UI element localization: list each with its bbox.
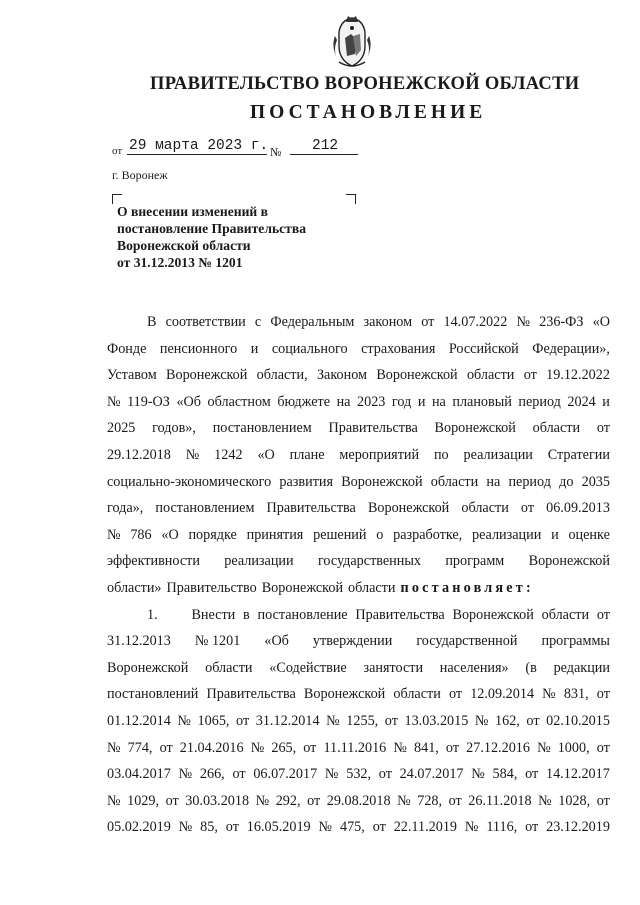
body-word: области: [205, 659, 253, 676]
body-word: от: [596, 420, 610, 437]
body-word: по: [433, 446, 449, 463]
body-word: от: [526, 712, 540, 729]
body-word: области: [466, 367, 515, 384]
body-word: 02.10.2015: [546, 712, 610, 729]
body-word: области: [430, 473, 479, 490]
body-word: 119-ОЗ: [127, 393, 170, 410]
body-word: от: [372, 819, 386, 836]
document-date: 29 марта 2023 г.: [129, 138, 269, 154]
body-word: «Об: [176, 393, 202, 410]
body-word: от: [445, 739, 460, 756]
body-word: 1065,: [197, 712, 230, 729]
body-word: 1242: [214, 446, 243, 463]
body-word: от: [596, 606, 610, 623]
body-word: В: [147, 314, 157, 330]
city: г. Воронеж: [112, 168, 168, 182]
body-word: и: [551, 526, 559, 543]
body-word: №: [538, 792, 552, 809]
body-word: Уставом: [107, 367, 157, 384]
body-line: [107, 602, 610, 629]
body-line: [107, 522, 610, 549]
body-word: период: [508, 473, 551, 490]
body-word: мероприятий: [339, 446, 420, 463]
coat-of-arms-icon: [327, 12, 377, 70]
body-word: плане: [289, 446, 325, 463]
body-line: [107, 442, 610, 469]
body-word: 2025: [107, 420, 136, 437]
body-word: 14.07.2022: [443, 314, 508, 330]
body-word: №: [537, 739, 551, 756]
body-word: от: [378, 766, 392, 783]
subject-line: от 31.12.2013 № 1201: [117, 255, 243, 270]
body-word: от: [236, 712, 250, 729]
body-word: №: [516, 314, 531, 330]
body-word: №: [107, 739, 121, 756]
body-line: [107, 708, 610, 735]
body-word: законом: [363, 314, 413, 330]
body-word: решений: [313, 526, 367, 543]
body-word: и: [417, 393, 426, 410]
body-word: пенсионного: [159, 340, 238, 357]
body-word: Правительства: [355, 606, 445, 623]
body-word: 29.08.2018: [326, 792, 391, 809]
subject-line: Воронежской области: [117, 238, 251, 253]
body-word: принятия: [246, 526, 304, 543]
body-line: [107, 681, 610, 708]
body-line: [107, 735, 610, 762]
body-word: области: [541, 606, 590, 623]
body-word: 1029,: [127, 792, 160, 809]
body-word: №: [107, 393, 121, 410]
body-word: бюджете: [277, 393, 331, 410]
body-word: 266,: [199, 766, 225, 783]
body-word: от: [159, 739, 173, 756]
body-word: в: [243, 606, 250, 623]
body-word: Правительства: [266, 500, 356, 517]
body-word: области: [461, 500, 509, 517]
body-word: населения»: [439, 659, 509, 676]
date-underline: [127, 154, 267, 155]
body-word: от: [448, 686, 463, 703]
body-word: Федеральным: [270, 314, 355, 330]
body-word: на: [336, 393, 351, 410]
body-word: программ: [445, 553, 505, 570]
body-word: области: [532, 420, 581, 437]
body-word: 11.11.2016: [323, 739, 387, 756]
body-word: 1000,: [557, 739, 590, 756]
body-line: [107, 389, 610, 416]
body-word: №: [474, 712, 489, 729]
body-word: 85,: [200, 819, 218, 836]
body-word: 01.12.2014: [107, 712, 171, 729]
government-name: ПРАВИТЕЛЬСТВО ВОРОНЕЖСКОЙ ОБЛАСТИ: [150, 74, 580, 94]
body-word: области»: [107, 579, 162, 596]
body-word: года»,: [107, 500, 144, 517]
document-body: [107, 309, 610, 841]
body-word: №: [107, 526, 121, 543]
body-word: 22.11.2019: [393, 819, 458, 836]
body-word: постановлением: [212, 420, 312, 437]
body-word: от: [523, 367, 537, 384]
body-word: Стратегии: [547, 446, 610, 463]
body-word: №: [393, 739, 407, 756]
body-line: [107, 814, 610, 841]
body-word: редакции: [553, 659, 610, 676]
body-word: Воронежской: [107, 659, 189, 676]
body-word: 05.02.2019: [107, 819, 171, 836]
body-word: 584,: [492, 766, 518, 783]
body-word: реализации: [463, 446, 533, 463]
body-word: 31.12.2013: [107, 633, 171, 650]
body-word: «О: [161, 526, 179, 543]
body-word: 2023: [357, 393, 386, 410]
body-word: 292,: [275, 792, 301, 809]
body-word: области: [348, 579, 396, 596]
body-word: социально-экономического: [107, 473, 272, 490]
body-word: «Об: [264, 633, 289, 650]
body-word: постановлением: [155, 500, 255, 517]
body-word: постановление: [257, 606, 348, 623]
body-word: социального: [271, 340, 348, 357]
body-word: Фонде: [107, 340, 147, 357]
body-word: №: [255, 792, 270, 809]
body-word: год: [391, 393, 412, 410]
body-word: Воронежской: [341, 473, 423, 490]
number-prefix: №: [270, 145, 282, 159]
body-word: Внести: [191, 606, 236, 623]
body-word: «Содействие: [269, 659, 347, 676]
body-word: 23.12.2019: [546, 819, 610, 836]
body-word: 30.03.2018: [185, 792, 250, 809]
body-word: Российской: [448, 340, 519, 357]
body-word: Воронежской: [528, 553, 610, 570]
body-word: от: [225, 819, 239, 836]
body-word: порядке: [188, 526, 237, 543]
body-word: Правительство: [166, 579, 257, 596]
body-word: «О: [257, 446, 275, 463]
body-word: 162,: [495, 712, 520, 729]
body-word: 774,: [127, 739, 153, 756]
body-word: соответствии: [165, 314, 246, 330]
body-word: 06.09.2013: [546, 500, 610, 517]
body-word: 1.: [147, 606, 158, 623]
body-word: реализации: [471, 526, 542, 543]
body-word: № 1201: [194, 633, 241, 650]
body-word: (в: [525, 659, 537, 676]
body-word: постановлений: [107, 686, 199, 703]
subject-line: постановление Правительства: [117, 221, 306, 236]
body-line: [107, 575, 610, 602]
body-line: [107, 628, 610, 655]
body-word: эффективности: [107, 553, 200, 570]
body-word: период: [518, 393, 561, 410]
body-word: Правительства: [328, 420, 418, 437]
body-word: и: [602, 393, 610, 410]
body-word: 532,: [346, 766, 372, 783]
body-word: разработке,: [393, 526, 463, 543]
body-word: от: [307, 792, 321, 809]
body-word: Воронежской: [303, 686, 386, 703]
document-number: 212: [312, 138, 339, 154]
body-word: Правительства: [206, 686, 296, 703]
body-line: [107, 415, 610, 442]
body-word: №: [542, 686, 556, 703]
body-word: до: [559, 473, 574, 490]
body-word: Воронежской: [434, 420, 516, 437]
body-word: 06.07.2017: [253, 766, 318, 783]
body-word: №: [464, 819, 479, 836]
body-word: от: [165, 792, 179, 809]
body-word: №: [177, 712, 191, 729]
date-number-row: [112, 138, 372, 158]
body-word: 2024: [567, 393, 596, 410]
body-word: от: [448, 792, 462, 809]
body-line: [107, 548, 610, 575]
body-word: государственной: [416, 633, 518, 650]
body-word: от: [421, 314, 435, 330]
body-word: 841,: [414, 739, 439, 756]
body-word: областном: [207, 393, 271, 410]
body-line: [107, 761, 610, 788]
body-word: Законом: [316, 367, 368, 384]
body-word: оценке: [568, 526, 610, 543]
body-word: 831,: [563, 686, 589, 703]
body-word: 786: [130, 526, 152, 543]
body-line: [107, 788, 610, 815]
body-word: от: [596, 792, 610, 809]
body-word: №: [178, 766, 193, 783]
date-prefix: от: [112, 145, 123, 157]
body-word: 1028,: [558, 792, 591, 809]
body-word: о: [376, 526, 384, 543]
body-word: программы: [541, 633, 610, 650]
body-line: [107, 495, 610, 522]
body-word: №: [471, 766, 485, 783]
body-word: №: [185, 446, 200, 463]
body-word: от: [525, 819, 539, 836]
body-word: 03.04.2017: [107, 766, 171, 783]
body-word: 29.12.2018: [107, 446, 171, 463]
body-word: занятости: [363, 659, 424, 676]
body-word: 2035: [581, 473, 610, 490]
body-word: №: [324, 766, 339, 783]
body-word: плановый: [452, 393, 512, 410]
body-word: 21.04.2016: [179, 739, 244, 756]
body-word: с: [254, 314, 262, 330]
body-word: Воронежской: [367, 500, 450, 517]
body-word: Воронежской: [261, 579, 344, 596]
body-word: 12.09.2014: [470, 686, 535, 703]
body-word: на: [486, 473, 501, 490]
body-word: области: [393, 686, 441, 703]
body-line: [107, 469, 610, 496]
document-type: ПОСТАНОВЛЕНИЕ: [250, 102, 487, 123]
body-word: от: [303, 739, 317, 756]
body-word: области,: [256, 367, 308, 384]
body-word: 236-ФЗ: [539, 314, 584, 330]
number-underline: [290, 154, 358, 155]
body-word: развития: [279, 473, 334, 490]
body-word: №: [397, 792, 411, 809]
body-word: №: [318, 819, 333, 836]
decree-keyword: постановляет:: [400, 579, 534, 596]
body-word: страхования: [361, 340, 436, 357]
body-word: №: [326, 712, 340, 729]
body-word: 13.03.2015: [404, 712, 469, 729]
subject-line: О внесении изменений в: [117, 204, 268, 219]
body-word: 1255,: [346, 712, 379, 729]
body-word: утверждении: [312, 633, 393, 650]
body-line: [107, 336, 610, 363]
subject-block: [117, 203, 377, 271]
body-word: годов»,: [152, 420, 196, 437]
body-word: 27.12.2016: [466, 739, 530, 756]
body-word: 16.05.2019: [246, 819, 311, 836]
body-line: [107, 362, 610, 389]
body-word: Воронежской: [452, 606, 534, 623]
body-word: «О: [592, 314, 610, 330]
body-word: и: [250, 340, 259, 357]
body-word: №: [250, 739, 265, 756]
body-word: №: [178, 819, 193, 836]
body-word: 19.12.2022: [546, 367, 610, 384]
body-word: от: [596, 686, 610, 703]
body-word: 31.12.2014: [255, 712, 320, 729]
body-word: Федерации»,: [532, 340, 610, 357]
body-line: [107, 655, 610, 682]
body-word: Воронежской: [376, 367, 458, 384]
body-word: на: [431, 393, 446, 410]
body-word: реализации: [224, 553, 294, 570]
body-word: 1116,: [486, 819, 518, 836]
body-word: Воронежской: [166, 367, 248, 384]
body-word: от: [520, 500, 535, 517]
body-word: 475,: [339, 819, 365, 836]
body-word: от: [232, 766, 246, 783]
body-word: 24.07.2017: [399, 766, 464, 783]
body-word: 14.12.2017: [545, 766, 610, 783]
body-word: от: [596, 739, 610, 756]
body-word: 265,: [271, 739, 297, 756]
body-word: от: [525, 766, 539, 783]
body-word: от: [384, 712, 398, 729]
body-word: №: [107, 792, 121, 809]
body-word: 728,: [417, 792, 443, 809]
body-word: государственных: [317, 553, 421, 570]
body-word: 26.11.2018: [468, 792, 532, 809]
body-line: [107, 309, 610, 336]
